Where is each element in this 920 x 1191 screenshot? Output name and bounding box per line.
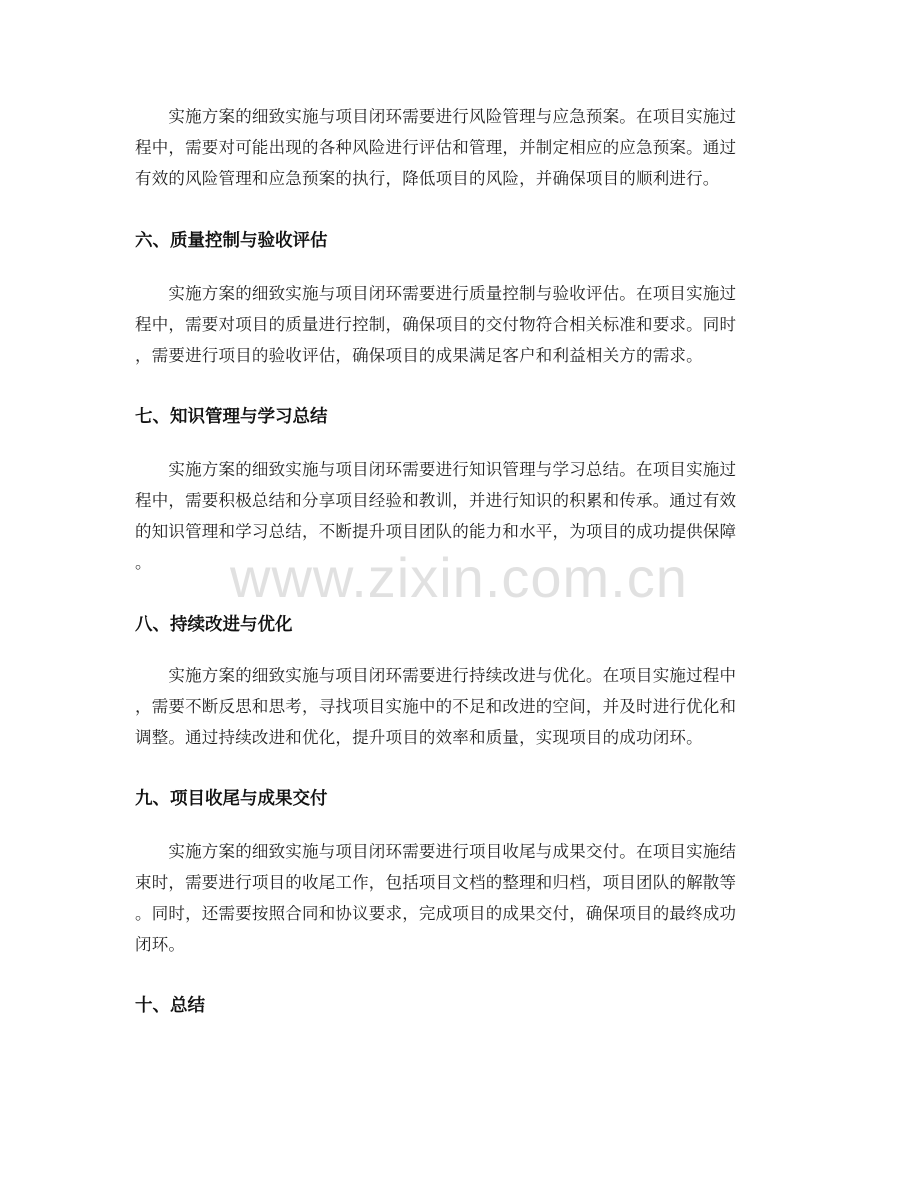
paragraph-line: 实施方案的细致实施与项目闭环需要进行项目收尾与成果交付。在项目实施结 xyxy=(135,842,737,861)
section-heading-continuous-improvement: 八、持续改进与优化 xyxy=(135,615,293,635)
paragraph-line: 。 xyxy=(135,553,152,572)
paragraph-line: 实施方案的细致实施与项目闭环需要进行持续改进与优化。在项目实施过程中 xyxy=(135,666,737,685)
paragraph-line: 的知识管理和学习总结，不断提升项目团队的能力和水平，为项目的成功提供保障 xyxy=(135,522,737,541)
section-heading-summary: 十、总结 xyxy=(135,996,205,1016)
paragraph-line: 实施方案的细致实施与项目闭环需要进行知识管理与学习总结。在项目实施过 xyxy=(135,460,737,479)
paragraph-line: 程中，需要对项目的质量进行控制，确保项目的交付物符合相关标准和要求。同时 xyxy=(135,315,737,334)
paragraph-line: 。同时，还需要按照合同和协议要求，完成项目的成果交付，确保项目的最终成功 xyxy=(135,904,737,923)
paragraph-line: 束时，需要进行项目的收尾工作，包括项目文档的整理和归档，项目团队的解散等 xyxy=(135,873,737,892)
watermark-text: www.zixin.com.cn xyxy=(230,546,688,609)
paragraph-line: 调整。通过持续改进和优化，提升项目的效率和质量，实现项目的成功闭环。 xyxy=(135,728,703,747)
section-heading-quality-control: 六、质量控制与验收评估 xyxy=(135,231,328,251)
paragraph-line: 程中，需要对可能出现的各种风险进行评估和管理，并制定相应的应急预案。通过 xyxy=(135,138,737,157)
paragraph-risk-management xyxy=(135,101,787,194)
paragraph-continuous-improvement xyxy=(135,660,787,753)
section-heading-project-closure: 九、项目收尾与成果交付 xyxy=(135,789,328,809)
paragraph-line: 程中，需要积极总结和分享项目经验和教训，并进行知识的积累和传承。通过有效 xyxy=(135,491,737,510)
paragraph-line: 闭环。 xyxy=(135,935,186,954)
section-heading-knowledge-management: 七、知识管理与学习总结 xyxy=(135,407,328,427)
paragraph-line: 有效的风险管理和应急预案的执行，降低项目的风险，并确保项目的顺利进行。 xyxy=(135,169,720,188)
paragraph-line: ，需要进行项目的验收评估，确保项目的成果满足客户和利益相关方的需求。 xyxy=(135,346,703,365)
paragraph-quality-control xyxy=(135,278,787,371)
paragraph-line: 实施方案的细致实施与项目闭环需要进行风险管理与应急预案。在项目实施过 xyxy=(135,107,737,126)
paragraph-line: ，需要不断反思和思考，寻找项目实施中的不足和改进的空间，并及时进行优化和 xyxy=(135,697,737,716)
paragraph-line: 实施方案的细致实施与项目闭环需要进行质量控制与验收评估。在项目实施过 xyxy=(135,284,737,303)
paragraph-project-closure xyxy=(135,836,787,960)
